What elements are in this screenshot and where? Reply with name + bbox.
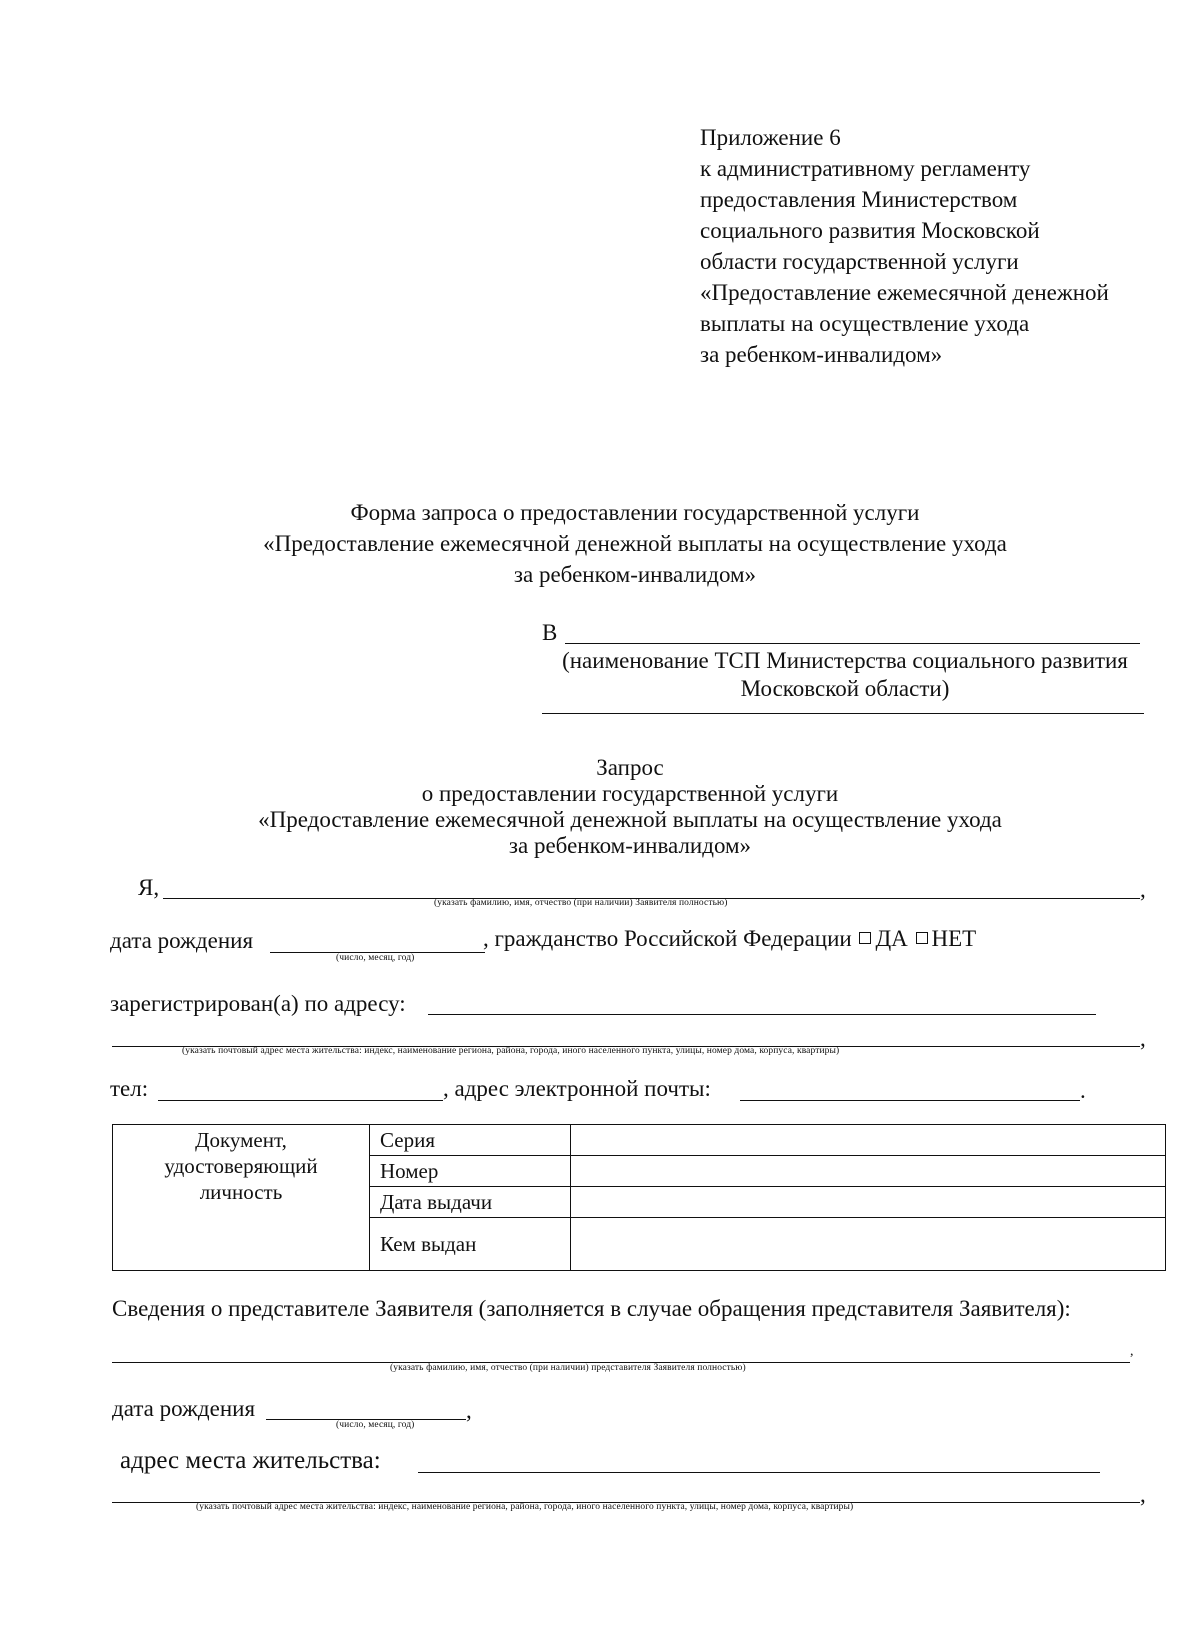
request-title xyxy=(0,755,1200,859)
request-title-line: «Предоставление ежемесячной денежной выплаты на осуществление ухода xyxy=(258,807,1002,832)
citizenship-yes-checkbox[interactable] xyxy=(859,932,871,944)
phone-label: тел: xyxy=(110,1076,149,1101)
addressee-caption xyxy=(545,647,1145,703)
appendix-line: к административному регламенту xyxy=(700,156,1031,181)
form-title xyxy=(0,497,1200,590)
representative-birth-hint: (число, месяц, год) xyxy=(336,1420,415,1430)
series-value-cell[interactable] xyxy=(571,1125,1166,1156)
appendix-line: Приложение 6 xyxy=(700,125,841,150)
representative-address-label: адрес места жительства: xyxy=(120,1447,381,1474)
email-input-line[interactable] xyxy=(740,1100,1080,1101)
appendix-line: выплаты на осуществление ухода xyxy=(700,311,1030,336)
series-label: Серия xyxy=(370,1125,571,1156)
request-title-line: за ребенком-инвалидом» xyxy=(508,833,752,858)
addressee-caption-line: Московской области) xyxy=(740,676,950,701)
appendix-line: за ребенком-инвалидом» xyxy=(700,342,943,367)
comma: , xyxy=(1140,1026,1146,1051)
issue-date-value-cell[interactable] xyxy=(571,1187,1166,1218)
comma: , xyxy=(466,1398,472,1423)
email-label: , адрес электронной почты: xyxy=(443,1076,711,1101)
comma: , xyxy=(1140,1482,1146,1507)
representative-name-hint: (указать фамилию, имя, отчество (при наличии) представителя Заявителя полностью) xyxy=(390,1363,746,1373)
applicant-i-label: Я, xyxy=(138,875,160,900)
representative-heading-note: (заполняется в случае обращения представителя Заявителя): xyxy=(478,1296,1071,1321)
id-document-label xyxy=(113,1125,370,1271)
issue-date-label: Дата выдачи xyxy=(370,1187,571,1218)
addressee-input-line[interactable] xyxy=(565,643,1140,644)
applicant-name-hint: (указать фамилию, имя, отчество (при наличии) Заявителя полностью) xyxy=(434,898,728,908)
addressee-prefix: В xyxy=(542,620,558,645)
address-hint: (указать почтовый адрес места жительства: индекс, наименование региона, района, города, иного населенного пункта, улицы, номер дома, корпуса, квартиры) xyxy=(182,1046,840,1056)
request-title-line: о предоставлении государственной услуги xyxy=(421,781,839,806)
representative-birth-label: дата рождения xyxy=(112,1396,256,1421)
form-title-line: «Предоставление ежемесячной денежной выплаты на осуществление ухода xyxy=(263,531,1007,556)
addressee-caption-line: (наименование ТСП Министерства социального развития xyxy=(562,648,1128,673)
citizenship-yes-label: ДА xyxy=(875,926,908,951)
citizenship-no-checkbox[interactable] xyxy=(916,932,928,944)
id-document-table xyxy=(112,1124,1166,1271)
addressee-underline[interactable] xyxy=(542,713,1144,714)
representative-address-hint: (указать почтовый адрес места жительства: индекс, наименование региона, района, города, иного населенного пункта, улицы, номер дома, корпуса, квартиры) xyxy=(196,1502,854,1512)
request-title-line: Запрос xyxy=(596,755,664,780)
appendix-line: области государственной услуги xyxy=(700,249,1019,274)
issued-by-label: Кем выдан xyxy=(370,1218,571,1271)
table-row xyxy=(113,1125,1166,1156)
representative-address-line-1[interactable] xyxy=(418,1472,1100,1473)
form-title-line: за ребенком-инвалидом» xyxy=(513,562,757,587)
applicant-birth-hint: (число, месяц, год) xyxy=(336,953,415,963)
form-title-line: Форма запроса о предоставлении государственной услуги xyxy=(350,500,920,525)
address-line-1[interactable] xyxy=(428,1014,1096,1015)
comma: , xyxy=(1140,877,1146,902)
representative-heading: Сведения о представителе Заявителя xyxy=(112,1296,473,1321)
address-label: зарегистрирован(а) по адресу: xyxy=(110,991,406,1016)
comma: , xyxy=(1130,1344,1134,1359)
number-value-cell[interactable] xyxy=(571,1156,1166,1187)
applicant-birth-label: дата рождения xyxy=(110,928,254,953)
id-document-label-line: личность xyxy=(199,1180,283,1204)
appendix-line: социального развития Московской xyxy=(700,218,1040,243)
phone-input-line[interactable] xyxy=(158,1100,443,1101)
id-document-label-line: удостоверяющий xyxy=(164,1154,318,1178)
citizenship-no-label: НЕТ xyxy=(931,926,977,951)
citizenship-row xyxy=(483,926,976,952)
id-document-label-line: Документ, xyxy=(195,1128,287,1152)
representative-heading-row xyxy=(112,1296,1071,1322)
issued-by-value-cell[interactable] xyxy=(571,1218,1166,1271)
citizenship-label: , гражданство Российской Федерации xyxy=(483,926,852,951)
appendix-line: «Предоставление ежемесячной денежной xyxy=(700,280,1109,305)
period: . xyxy=(1080,1078,1086,1103)
appendix-block xyxy=(700,122,1109,370)
appendix-line: предоставления Министерством xyxy=(700,187,1018,212)
number-label: Номер xyxy=(370,1156,571,1187)
